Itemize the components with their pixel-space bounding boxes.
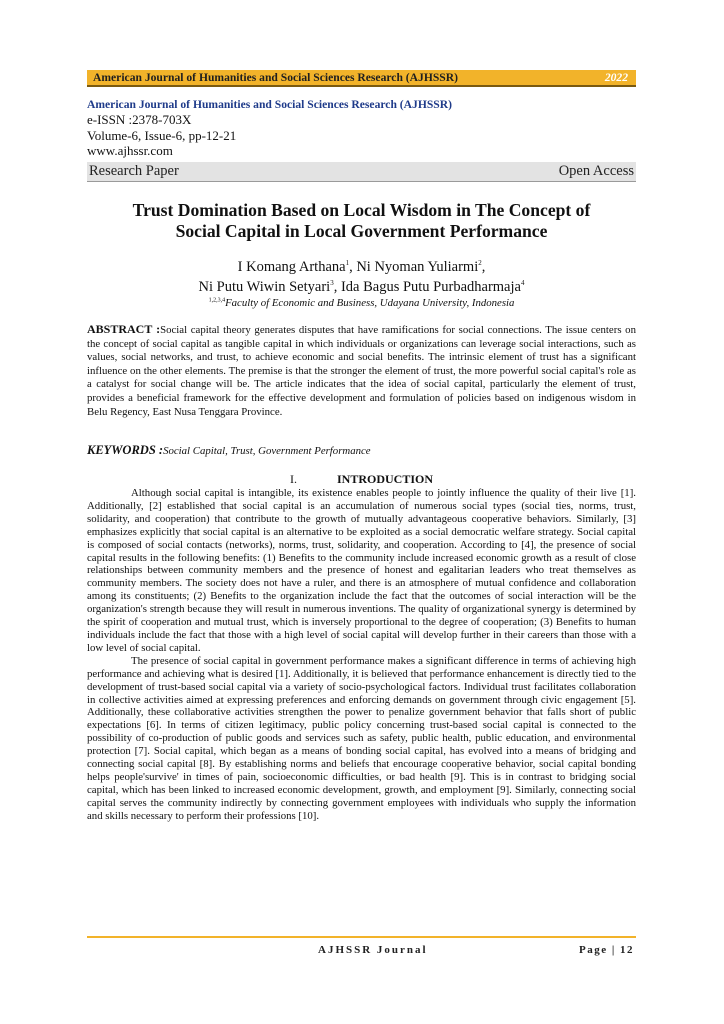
affiliation (87, 297, 636, 309)
abstract-text: Social capital theory generates disputes that have ramifications for social connections. The issue centers on the concept of social capital as tangible capital in which individuals or organizations can leverage social interactions, such as values, social networks, and trust, to achieve economic and social benefits. The intrinsic element of trust has a significant influence on the other elements. The premise is that the stronger the element of trust, the more powerful social capital's role as a catalyst for social change will be. The article indicates that the idea of social capital, particularly the element of trust, provides a beneficial framework for the effective development and formulation of policies based on indigenous wisdom in Belu Regency, East Nusa Tenggara Province. (87, 324, 636, 418)
author-line-1 (87, 257, 636, 277)
affiliation-sup: 1,2,3,4 (208, 297, 226, 304)
paper-type-bar (87, 162, 636, 182)
volume-issue: Volume-6, Issue-6, pp-12-21 (87, 127, 237, 143)
paragraph-1: Although social capital is intangible, its existence enables people to jointly influence the quality of their live [1]. Additionally, [2] established that social capital is an accumulation of numerous social types (social ties, norms, trust, solidarity, and cooperation) that contribute to the growth of mutually advantageous cooperative behaviors. Similarly, [3] emphasizes explicitly that social capital is an alternative to be exploited as a social democratic welfare strategy. Social capital is composed of social contacts (networks), norms, trust, solidarity, and cooperation. According to [4], the presence of social capital results in the following benefits: (1) Benefits to the community include increased economic growth as a result of close relationships between community members and the presence of honest and egalitarian leaders who treat themselves as community members. The society does not have a ruler, and there is an atmosphere of mutual confidence and collaboration among its constituents; (2) Benefits to the organization include the fact that the outcomes of social interaction will be the organization's strength because they will result in numerous inventions. The quality of organizational synergy is determined by the spirit of cooperation and mutual trust, which is inversely proportional to the degree of cooperation; (3) Benefits to human individuals include the fact that those with a high level of social capital will develop further in their careers than those with a low level of social capital. (87, 487, 636, 654)
body-text (87, 487, 636, 823)
paper-title (87, 200, 636, 242)
keywords (87, 443, 636, 458)
affiliation-text: Faculty of Economic and Business, Udayana University, Indonesia (225, 297, 515, 309)
journal-name-link[interactable]: American Journal of Humanities and Social Sciences Research (AJHSSR) (87, 98, 452, 111)
abstract (87, 323, 636, 419)
title-line-2: Social Capital in Local Government Performance (175, 221, 548, 241)
footer-page-number: Page | 12 (578, 944, 634, 956)
author-1: I Komang Arthana (237, 259, 346, 275)
section-number: I. (289, 472, 297, 486)
author-2: , Ni Nyoman Yuliarmi (349, 259, 479, 275)
section-heading (87, 472, 636, 487)
author-line-2 (87, 277, 636, 297)
section-title: INTRODUCTION (336, 472, 433, 486)
keywords-label: KEYWORDS : (87, 443, 164, 457)
header-year: 2022 (604, 71, 628, 84)
eissn: e-ISSN :2378-703X (87, 112, 192, 127)
paper-type: Research Paper (89, 163, 179, 179)
paragraph-2: The presence of social capital in government performance makes a significant difference in terms of achieving high performance and achieving what is desired [1]. Additionally, it is believed that performance enhancement is directly tied to the development of trust-based social capital via a variety of socio-psychological factors. Individual trust facilitates collaboration in collective activities aimed at expressing preferences and enforcing demands on government through civic engagement [5]. Additionally, these collaborative activities strengthen the power to penalize government behavior that falls short of public expectations [6]. In terms of citizen legitimacy, public policy concerning trust-based social capital is connected to the possibility of co-production of public goods and services such as safety, public health, public education, and environmental protection [7]. Social capital, which began as a means of bonding social capital, has evolved into a means of bridging and connecting social capital [8]. By establishing norms and beliefs that encourage cooperative behavior, social capital bonding helps people'survive' in times of pain, socioeconomic difficulties, or bad health [9]. This is in contrast to bridging social capital, which has been linked to increased economic development, growth, and employment [9]. Similarly, connecting social capital serves the community indirectly by connecting government employees with individuals who supply the information and skills necessary to perform their professions [10]. (87, 654, 636, 822)
author-3-sup: 3 (330, 279, 334, 288)
author-1-sup: 1 (345, 259, 350, 268)
author-4-sup: 4 (520, 279, 525, 288)
title-line-1: Trust Domination Based on Local Wisdom in The Concept of (132, 200, 591, 220)
author-3: Ni Putu Wiwin Setyari (198, 279, 331, 295)
website-link[interactable]: www.ajhssr.com (87, 143, 173, 158)
footer-journal: AJHSSR Journal (318, 944, 428, 956)
author-4: , Ida Bagus Putu Purbadharmaja (333, 279, 521, 295)
author-list (87, 257, 636, 297)
journal-meta (87, 98, 636, 159)
author-line-1-end: , (481, 259, 486, 275)
keywords-text: Social Capital, Trust, Government Performance (163, 445, 371, 457)
abstract-label: ABSTRACT : (87, 322, 161, 336)
author-2-sup: 2 (478, 259, 482, 268)
footer-divider (87, 936, 636, 938)
header-journal-title: American Journal of Humanities and Social Sciences Research (AJHSSR) (93, 71, 458, 84)
access-type: Open Access (558, 163, 634, 179)
journal-header-bar (87, 70, 636, 87)
